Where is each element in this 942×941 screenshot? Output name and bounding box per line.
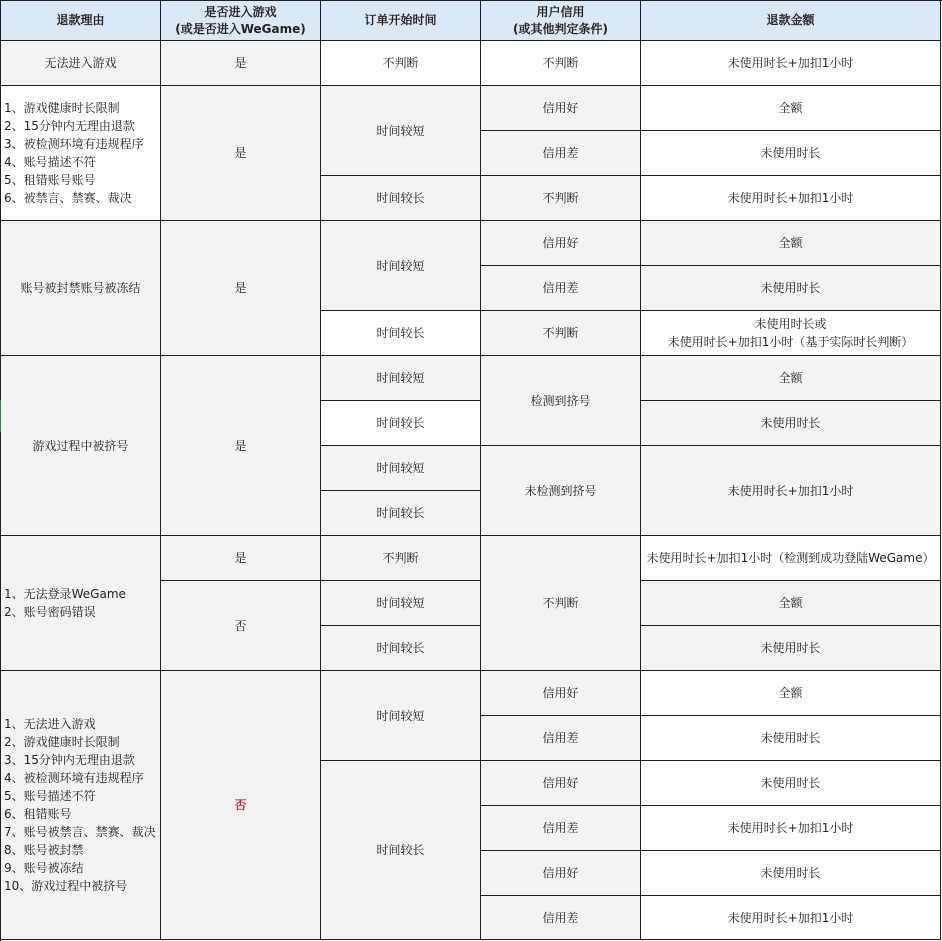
header-credit	[481, 1, 641, 41]
credit-cell-text: 信用好	[542, 101, 579, 115]
order-time-cell-text: 时间较长	[376, 506, 425, 520]
order-time-cell-text: 时间较长	[376, 641, 425, 655]
entered-game-cell-text: 是	[234, 281, 247, 295]
credit-cell	[481, 851, 641, 896]
credit-cell	[481, 356, 641, 446]
entered-game-cell	[161, 671, 321, 940]
credit-cell-text: 不判断	[542, 326, 579, 340]
order-time-cell-text: 时间较短	[376, 371, 425, 385]
order-time-cell-text: 时间较长	[376, 326, 425, 340]
reason-cell	[1, 86, 161, 221]
order-time-cell-text: 时间较短	[376, 461, 425, 475]
entered-game-cell	[161, 581, 321, 671]
amount-cell-text: 未使用时长+加扣1小时	[727, 910, 854, 925]
credit-cell-text: 信用差	[542, 146, 579, 160]
amount-cell-text: 未使用时长	[760, 866, 821, 880]
order-time-cell	[321, 401, 481, 446]
credit-cell-text: 信用好	[542, 236, 579, 250]
amount-cell	[641, 581, 941, 626]
header-credit-text: 用户信用 (或其他判定条件)	[513, 4, 608, 36]
amount-cell	[641, 356, 941, 401]
credit-cell-text: 信用差	[542, 910, 579, 925]
credit-cell-text: 信用好	[542, 686, 579, 700]
amount-cell-text: 未使用时长+加扣1小时	[727, 191, 854, 205]
credit-cell-text: 信用差	[542, 731, 579, 745]
amount-cell-text: 未使用时长	[760, 416, 821, 430]
order-time-cell	[321, 221, 481, 311]
credit-cell	[481, 41, 641, 86]
amount-cell	[641, 221, 941, 266]
header-amount	[641, 1, 941, 41]
order-time-cell-text: 时间较长	[376, 416, 425, 430]
credit-cell-text: 检测到挤号	[530, 393, 591, 408]
credit-cell	[481, 86, 641, 131]
entered-game-cell	[161, 41, 321, 86]
order-time-cell-text: 时间较长	[376, 191, 425, 205]
amount-cell	[641, 806, 941, 851]
amount-cell-text: 未使用时长	[760, 281, 821, 295]
amount-cell	[641, 536, 941, 581]
order-time-cell	[321, 491, 481, 536]
reason-cell	[1, 536, 161, 671]
credit-cell	[481, 671, 641, 716]
entered-game-cell-text: 是	[234, 438, 247, 453]
order-time-cell-text: 时间较短	[376, 258, 425, 273]
amount-cell	[641, 626, 941, 671]
order-time-cell	[321, 311, 481, 356]
amount-cell	[641, 896, 941, 940]
amount-cell	[641, 761, 941, 806]
order-time-cell	[321, 536, 481, 581]
credit-cell	[481, 131, 641, 176]
credit-cell	[481, 761, 641, 806]
credit-cell	[481, 446, 641, 536]
amount-cell	[641, 41, 941, 86]
entered-game-cell	[161, 221, 321, 356]
header-order-start	[321, 1, 481, 41]
credit-cell	[481, 176, 641, 221]
header-order-start-text: 订单开始时间	[364, 13, 437, 27]
order-time-cell-text: 时间较短	[376, 708, 425, 723]
credit-cell	[481, 806, 641, 851]
credit-cell-text: 不判断	[542, 56, 579, 70]
amount-cell-text: 未使用时长	[760, 146, 821, 160]
credit-cell	[481, 896, 641, 940]
credit-cell	[481, 221, 641, 266]
order-time-cell	[321, 176, 481, 221]
amount-cell-text: 未使用时长+加扣1小时	[727, 483, 854, 498]
reason-cell-text: 账号被封禁账号被冻结	[20, 281, 141, 295]
amount-cell-text: 未使用时长	[760, 731, 821, 745]
amount-cell	[641, 311, 941, 356]
entered-game-cell	[161, 356, 321, 536]
credit-cell	[481, 311, 641, 356]
reason-cell	[1, 41, 161, 86]
order-time-cell	[321, 581, 481, 626]
credit-cell-text: 不判断	[542, 191, 579, 205]
order-time-cell-text: 时间较短	[376, 123, 425, 138]
credit-cell-text: 信用好	[542, 776, 579, 790]
amount-cell	[641, 851, 941, 896]
order-time-cell	[321, 761, 481, 940]
amount-cell	[641, 266, 941, 311]
header-amount-text: 退款金额	[766, 13, 815, 27]
amount-cell-text: 未使用时长或 未使用时长+加扣1小时（基于实际时长判断）	[667, 317, 914, 349]
amount-cell	[641, 401, 941, 446]
credit-cell	[481, 716, 641, 761]
order-time-cell	[321, 446, 481, 491]
order-time-cell-text: 时间较长	[376, 843, 425, 857]
amount-cell-text: 全额	[778, 371, 803, 385]
header-entered-game-text: 是否进入游戏 (或是否进入WeGame)	[175, 4, 306, 36]
order-time-cell	[321, 86, 481, 176]
order-time-cell-text: 不判断	[382, 56, 419, 70]
header-reason	[1, 1, 161, 41]
amount-cell	[641, 446, 941, 536]
order-time-cell-text: 时间较短	[376, 596, 425, 610]
reason-cell-text: 1、无法进入游戏 2、游戏健康时长限制 3、15分钟内无理由退款 4、被检测环境有违规程序 5、账号描述不符 6、租错账号 7、账号被禁言、禁赛、裁决 8、账号被封禁 9、账号被冻结 10、游戏过程中被挤号	[4, 717, 156, 893]
entered-game-cell-text: 否	[234, 798, 247, 812]
amount-cell-text: 未使用时长	[760, 641, 821, 655]
amount-cell-text: 未使用时长	[760, 776, 821, 790]
entered-game-cell-text: 是	[234, 146, 247, 160]
amount-cell	[641, 716, 941, 761]
credit-cell	[481, 536, 641, 671]
entered-game-cell	[161, 536, 321, 581]
credit-cell-text: 不判断	[542, 596, 579, 610]
amount-cell	[641, 131, 941, 176]
credit-cell	[481, 266, 641, 311]
reason-cell-text: 1、游戏健康时长限制 2、15分钟内无理由退款 3、被检测环境有违规程序 4、账号描述不符 5、租错账号账号 6、被禁言、禁赛、裁决	[4, 101, 144, 205]
order-time-cell	[321, 671, 481, 761]
amount-cell	[641, 671, 941, 716]
credit-cell-text: 未检测到挤号	[524, 483, 597, 498]
amount-cell-text: 全额	[778, 236, 803, 250]
order-time-cell-text: 不判断	[382, 551, 419, 565]
reason-cell-text: 1、无法登录WeGame 2、账号密码错误	[4, 587, 126, 619]
header-entered-game	[161, 1, 321, 41]
header-reason-text: 退款理由	[56, 13, 105, 27]
entered-game-cell-text: 是	[234, 56, 247, 70]
amount-cell	[641, 86, 941, 131]
credit-cell-text: 信用差	[542, 821, 579, 835]
reason-cell	[1, 671, 161, 940]
amount-cell-text: 未使用时长+加扣1小时	[727, 821, 854, 835]
credit-cell-text: 信用好	[542, 866, 579, 880]
order-time-cell	[321, 356, 481, 401]
amount-cell-text: 未使用时长+加扣1小时	[727, 56, 854, 70]
order-time-cell	[321, 41, 481, 86]
amount-cell	[641, 176, 941, 221]
order-time-cell	[321, 626, 481, 671]
entered-game-cell-text: 是	[234, 551, 247, 565]
reason-cell-text: 无法进入游戏	[44, 56, 117, 70]
amount-cell-text: 未使用时长+加扣1小时（检测到成功登陆WeGame）	[646, 551, 935, 565]
credit-cell-text: 信用差	[542, 281, 579, 295]
entered-game-cell-text: 否	[234, 618, 247, 633]
entered-game-cell	[161, 86, 321, 221]
amount-cell-text: 全额	[778, 101, 803, 115]
reason-cell	[1, 356, 161, 536]
amount-cell-text: 全额	[778, 596, 803, 610]
reason-cell	[1, 221, 161, 356]
amount-cell-text: 全额	[778, 686, 803, 700]
reason-cell-text: 游戏过程中被挤号	[32, 438, 129, 453]
